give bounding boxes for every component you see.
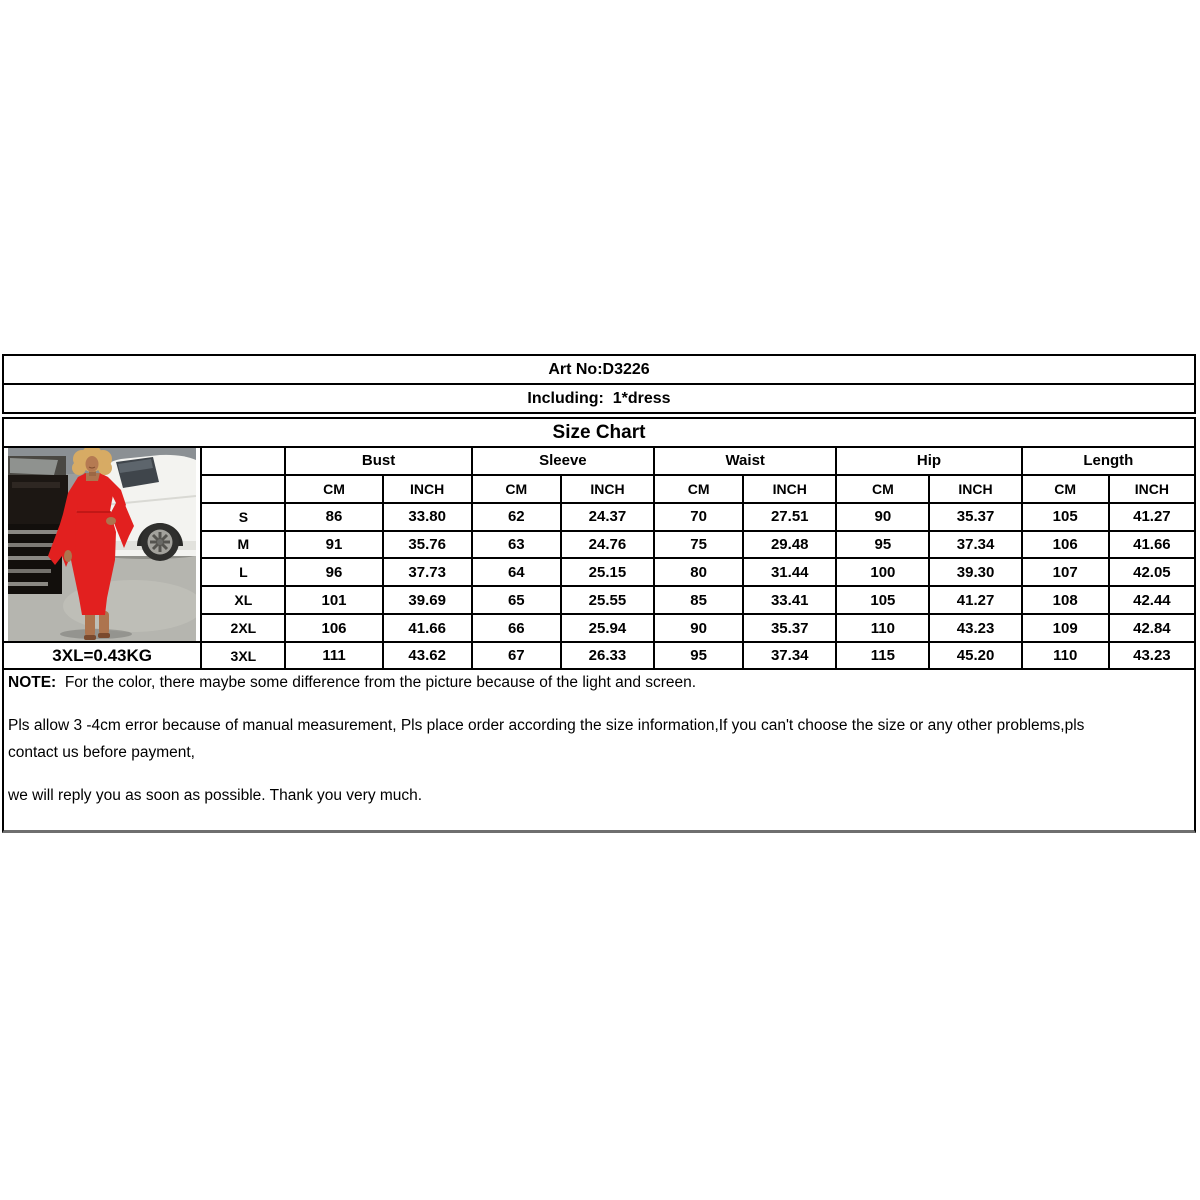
including-text: Including: 1*dress [527, 389, 671, 407]
unit-header-inch: INCH [561, 475, 654, 503]
value-cell: 110 [836, 614, 929, 642]
note-line-3: contact us before payment, [8, 743, 195, 761]
value-cell: 42.84 [1109, 614, 1195, 642]
value-cell: 101 [285, 586, 382, 614]
value-cell: 100 [836, 558, 929, 586]
table-row-3xl [3, 642, 1195, 669]
value-cell: 39.69 [383, 586, 472, 614]
value-cell: 35.37 [743, 614, 836, 642]
value-cell: 43.23 [929, 614, 1021, 642]
size-label: 3XL [201, 642, 285, 669]
value-cell: 37.34 [743, 642, 836, 669]
product-photo-svg [8, 448, 196, 641]
value-cell: 106 [285, 614, 382, 642]
unit-header-inch: INCH [383, 475, 472, 503]
value-cell: 41.27 [1109, 503, 1195, 531]
value-cell: 35.76 [383, 531, 472, 559]
value-cell: 75 [654, 531, 743, 559]
note-line-1-text: For the color, there maybe some difference from the picture because of the light and screen. [56, 674, 697, 691]
unit-header-cm: CM [836, 475, 929, 503]
unit-header-cm: CM [1022, 475, 1109, 503]
value-cell: 91 [285, 531, 382, 559]
art-no-text: Art No:D3226 [548, 360, 650, 378]
value-cell: 90 [654, 614, 743, 642]
title-box [2, 354, 1196, 414]
value-cell: 42.05 [1109, 558, 1195, 586]
value-cell: 115 [836, 642, 929, 669]
group-header-length: Length [1022, 447, 1195, 475]
value-cell: 105 [836, 586, 929, 614]
art-no-row [4, 356, 1194, 383]
group-header-waist: Waist [654, 447, 836, 475]
value-cell: 85 [654, 586, 743, 614]
value-cell: 66 [472, 614, 561, 642]
value-cell: 42.44 [1109, 586, 1195, 614]
size-column-header-empty [201, 475, 285, 503]
unit-header-inch: INCH [929, 475, 1021, 503]
value-cell: 105 [1022, 503, 1109, 531]
note-line-4: we will reply you as soon as possible. Thank you very much. [8, 787, 423, 805]
size-chart-title: Size Chart [552, 421, 646, 443]
value-cell: 33.80 [383, 503, 472, 531]
unit-header-cm: CM [654, 475, 743, 503]
value-cell: 109 [1022, 614, 1109, 642]
size-label: 2XL [201, 614, 285, 642]
value-cell: 107 [1022, 558, 1109, 586]
value-cell: 65 [472, 586, 561, 614]
value-cell: 95 [654, 642, 743, 669]
model-head [72, 448, 112, 476]
dark-truck-icon [8, 456, 68, 594]
value-cell: 43.62 [383, 642, 472, 669]
including-row [4, 383, 1194, 412]
value-cell: 110 [1022, 642, 1109, 669]
product-photo [4, 448, 200, 641]
value-cell: 64 [472, 558, 561, 586]
value-cell: 111 [285, 642, 382, 669]
value-cell: 41.66 [1109, 531, 1195, 559]
note-label: NOTE: [8, 674, 57, 691]
value-cell: 29.48 [743, 531, 836, 559]
value-cell: 35.37 [929, 503, 1021, 531]
note-line-1 [8, 673, 1188, 692]
size-label: L [201, 558, 285, 586]
value-cell: 106 [1022, 531, 1109, 559]
product-info-sheet [2, 354, 1196, 833]
note-line-2: Pls allow 3 -4cm error because of manual measurement, Pls place order according the size information,If you can't choose the size or any other problems,pls [8, 717, 1085, 735]
value-cell: 63 [472, 531, 561, 559]
value-cell: 27.51 [743, 503, 836, 531]
unit-header-inch: INCH [1109, 475, 1195, 503]
value-cell: 62 [472, 503, 561, 531]
value-cell: 96 [285, 558, 382, 586]
size-label: S [201, 503, 285, 531]
unit-header-inch: INCH [743, 475, 836, 503]
value-cell: 25.94 [561, 614, 654, 642]
value-cell: 25.55 [561, 586, 654, 614]
value-cell: 108 [1022, 586, 1109, 614]
value-cell: 37.34 [929, 531, 1021, 559]
size-chart-heading-row [2, 417, 1196, 446]
weight-note: 3XL=0.43KG [3, 642, 201, 669]
value-cell: 25.15 [561, 558, 654, 586]
value-cell: 24.76 [561, 531, 654, 559]
value-cell: 90 [836, 503, 929, 531]
value-cell: 37.73 [383, 558, 472, 586]
size-label: XL [201, 586, 285, 614]
value-cell: 39.30 [929, 558, 1021, 586]
value-cell: 95 [836, 531, 929, 559]
group-header-sleeve: Sleeve [472, 447, 654, 475]
value-cell: 41.66 [383, 614, 472, 642]
value-cell: 67 [472, 642, 561, 669]
value-cell: 70 [654, 503, 743, 531]
value-cell: 26.33 [561, 642, 654, 669]
value-cell: 43.23 [1109, 642, 1195, 669]
value-cell: 41.27 [929, 586, 1021, 614]
value-cell: 80 [654, 558, 743, 586]
size-table [2, 446, 1196, 670]
size-column-header-empty [201, 447, 285, 475]
unit-header-cm: CM [472, 475, 561, 503]
size-label: M [201, 531, 285, 559]
value-cell: 31.44 [743, 558, 836, 586]
group-header-row [3, 447, 1195, 475]
unit-header-cm: CM [285, 475, 382, 503]
product-photo-cell [3, 447, 201, 642]
group-header-bust: Bust [285, 447, 471, 475]
value-cell: 33.41 [743, 586, 836, 614]
notes-section [2, 670, 1196, 833]
value-cell: 86 [285, 503, 382, 531]
value-cell: 24.37 [561, 503, 654, 531]
group-header-hip: Hip [836, 447, 1021, 475]
value-cell: 45.20 [929, 642, 1021, 669]
